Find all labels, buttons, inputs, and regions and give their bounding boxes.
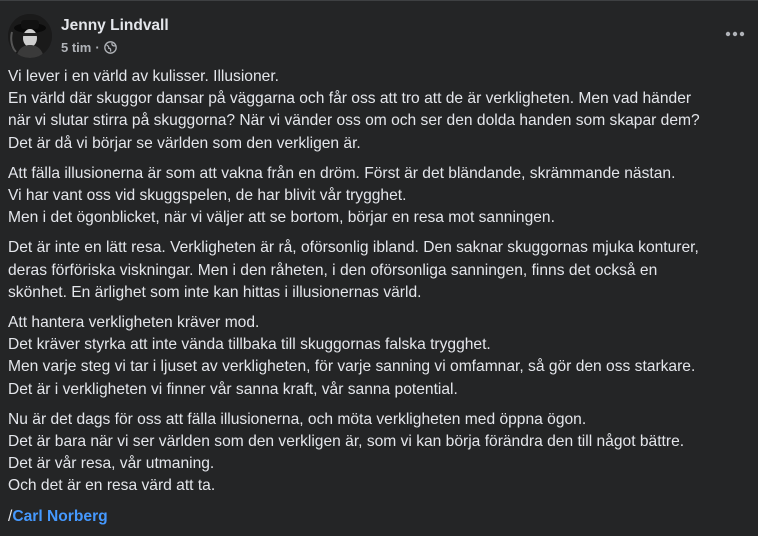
text-line: deras förföriska viskningar. Men i den råheten, i den oförsonliga sanningen, finns det också en <box>8 261 658 279</box>
meta-separator: · <box>95 40 100 55</box>
text-line: Det är i verkligheten vi finner vår sanna kraft, vår sanna potential. <box>8 380 458 398</box>
avatar-image <box>8 14 52 58</box>
paragraph-5 <box>8 409 752 498</box>
avatar[interactable] <box>8 14 52 58</box>
post-time[interactable]: 5 tim <box>61 40 92 55</box>
signature-prefix: / <box>8 507 13 525</box>
text-line: Det är vår resa, vår utmaning. <box>8 455 215 473</box>
text-line: Det är inte en lätt resa. Verkligheten är rå, oförsonlig ibland. Den saknar skuggornas mjuka konturer, <box>8 239 699 257</box>
text-line: Att fälla illusionerna är som att vakna från en dröm. Först är det bländande, skrämmande nästan. <box>8 164 676 182</box>
text-line: Det är bara när vi ser världen som den verkligen är, som vi kan börja förändra den till något bättre. <box>8 433 685 451</box>
signature <box>8 506 752 528</box>
text-line: Nu är det dags för oss att fälla illusionerna, och möta verkligheten med öppna ögon. <box>8 410 587 428</box>
globe-icon[interactable] <box>104 41 117 54</box>
paragraph-3 <box>8 237 752 304</box>
author-name[interactable]: Jenny Lindvall <box>61 17 169 34</box>
text-line: Det kräver styrka att inte vända tillbaka till skuggornas falska trygghet. <box>8 336 491 354</box>
text-line: Att hantera verkligheten kräver mod. <box>8 314 260 332</box>
text-line: Men i det ögonblicket, när vi väljer att se bortom, börjar en resa mot sanningen. <box>8 209 555 227</box>
text-line: Vi lever i en värld av kulisser. Illusioner. <box>8 68 279 85</box>
paragraph-4 <box>8 312 752 401</box>
post-meta <box>61 40 117 55</box>
paragraph-1 <box>8 66 752 155</box>
text-line: när vi slutar stirra på skuggorna? När vi vänder oss om och ser den dolda handen som skapar dem? <box>8 112 700 130</box>
post-header <box>8 14 750 60</box>
text-line: Det är då vi börjar se världen som den verkligen är. <box>8 134 361 152</box>
more-options-icon[interactable] <box>720 22 750 46</box>
text-line: En värld där skuggor dansar på väggarna och får oss att tro att de är verkligheten. Men vad händer <box>8 90 692 108</box>
post-body <box>8 66 752 536</box>
top-divider <box>0 0 758 1</box>
signature-link[interactable]: Carl Norberg <box>12 507 108 525</box>
text-line: skönhet. En ärlighet som inte kan hittas i illusionernas värld. <box>8 283 422 301</box>
text-line: Vi har vant oss vid skuggspelen, de har blivit vår trygghet. <box>8 187 407 205</box>
text-line: Men varje steg vi tar i ljuset av verkligheten, för varje sanning vi omfamnar, så gör den oss starkare. <box>8 358 696 376</box>
text-line: Och det är en resa värd att ta. <box>8 477 216 495</box>
paragraph-2 <box>8 163 752 230</box>
